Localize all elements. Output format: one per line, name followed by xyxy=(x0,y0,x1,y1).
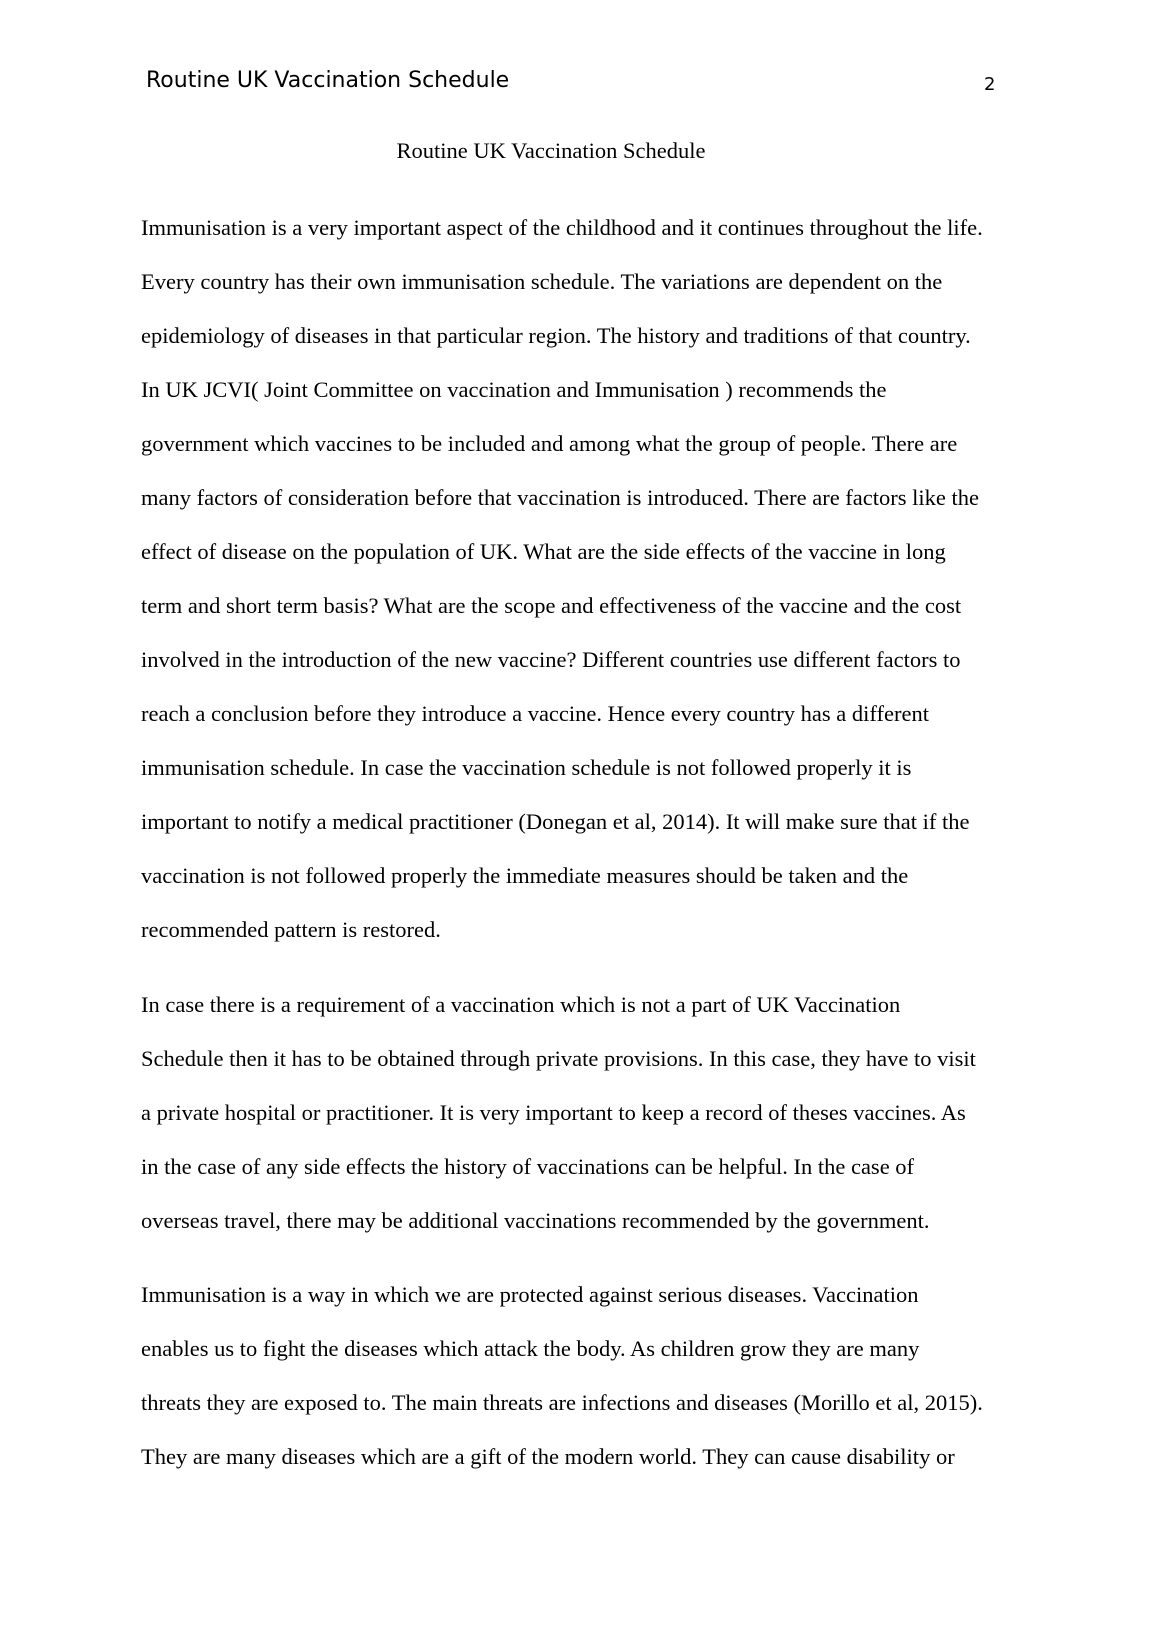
text-line: term and short term basis? What are the scope and effectiveness of the vaccine and the cost xyxy=(141,593,962,618)
text-line: They are many diseases which are a gift of the modern world. They can cause disability or xyxy=(141,1444,955,1469)
text-line: In case there is a requirement of a vaccination which is not a part of UK Vaccination xyxy=(141,992,901,1017)
text-line: in the case of any side effects the history of vaccinations can be helpful. In the case of xyxy=(141,1154,915,1179)
running-head: Routine UK Vaccination Schedule xyxy=(146,68,510,93)
text-line: important to notify a medical practitioner (Donegan et al, 2014). It will make sure that if the xyxy=(141,809,970,834)
text-line: Every country has their own immunisation schedule. The variations are dependent on the xyxy=(141,269,943,294)
text-line: vaccination is not followed properly the immediate measures should be taken and the xyxy=(141,863,909,888)
text-line: government which vaccines to be included and among what the group of people. There are xyxy=(141,431,958,456)
text-line: threats they are exposed to. The main threats are infections and diseases (Morillo et al, 2015). xyxy=(141,1390,983,1415)
text-line: effect of disease on the population of UK. What are the side effects of the vaccine in long xyxy=(141,539,946,564)
text-line: Immunisation is a way in which we are protected against serious diseases. Vaccination xyxy=(141,1282,919,1307)
page-number: 2 xyxy=(984,74,996,95)
text-line: many factors of consideration before that vaccination is introduced. There are factors like the xyxy=(141,485,979,510)
text-line: reach a conclusion before they introduce a vaccine. Hence every country has a different xyxy=(141,701,929,726)
paragraph-3 xyxy=(141,1268,1041,1484)
text-line: In UK JCVI( Joint Committee on vaccination and Immunisation ) recommends the xyxy=(141,377,887,402)
text-line: Schedule then it has to be obtained through private provisions. In this case, they have to visit xyxy=(141,1046,976,1071)
paragraph-2 xyxy=(141,978,1041,1248)
document-title: Routine UK Vaccination Schedule xyxy=(396,138,706,163)
text-line: recommended pattern is restored. xyxy=(141,917,441,942)
text-line: Immunisation is a very important aspect of the childhood and it continues throughout the life. xyxy=(141,215,983,240)
text-line: epidemiology of diseases in that particular region. The history and traditions of that country. xyxy=(141,323,971,348)
text-line: enables us to fight the diseases which attack the body. As children grow they are many xyxy=(141,1336,920,1361)
text-line: immunisation schedule. In case the vaccination schedule is not followed properly it is xyxy=(141,755,912,780)
text-line: a private hospital or practitioner. It is very important to keep a record of theses vaccines. As xyxy=(141,1100,966,1125)
text-line: involved in the introduction of the new vaccine? Different countries use different factors to xyxy=(141,647,961,672)
text-line: overseas travel, there may be additional vaccinations recommended by the government. xyxy=(141,1208,930,1233)
paragraph-1 xyxy=(141,201,1041,957)
